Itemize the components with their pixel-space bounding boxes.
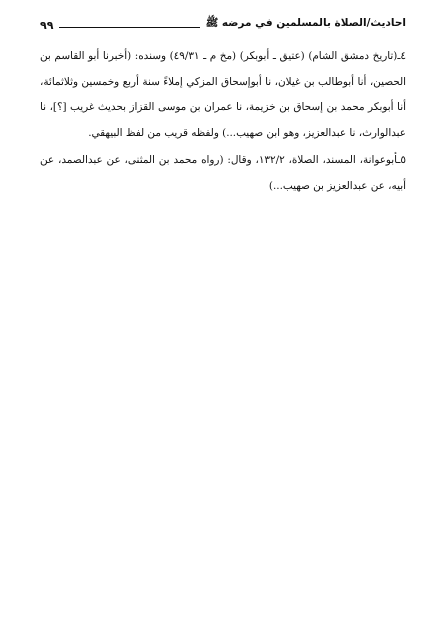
running-header xyxy=(40,12,406,32)
footnote-4 xyxy=(40,44,406,146)
footnote-text: (تاريخ دمشق الشام) (عتيق ـ أبوبكر) (مخ م ـ ٤٩/٣١) وسنده: (أخبرنا أبو القاسم بن الحصين، أنا أبوطالب بن غيلان، نا أبوإسحاق المزكي إملاءً سنة أربع وخمسين وثلاثمائة، أنا أبوبكر محمد بن إسحاق بن خزيمة، نا عمران بن موسى القزاز بحديث غريب [؟]، نا عبدالوارث، نا عبدالعزيز، وهو ابن صهيب...) ولفظه قريب من لفظ البيهقي. xyxy=(40,50,406,139)
header-rule xyxy=(59,27,199,28)
footnote-text: أبوعوانة، المسند، الصلاة، ١٣٢/٢، وقال: (رواه محمد بن المثنى، عن عبدالصمد، عن أبيه، عن عبدالعزيز بن صهيب...) xyxy=(40,154,406,192)
page-number: ٩٩ xyxy=(40,19,54,32)
footnote-number: ٥ـ xyxy=(397,154,406,166)
footnote-5 xyxy=(40,148,406,199)
running-title: احاديث/الصلاة بالمسلمين في مرضه ﷺ xyxy=(205,17,406,29)
footnote-number: ٤ـ xyxy=(397,50,406,62)
footnotes-section xyxy=(40,44,406,199)
